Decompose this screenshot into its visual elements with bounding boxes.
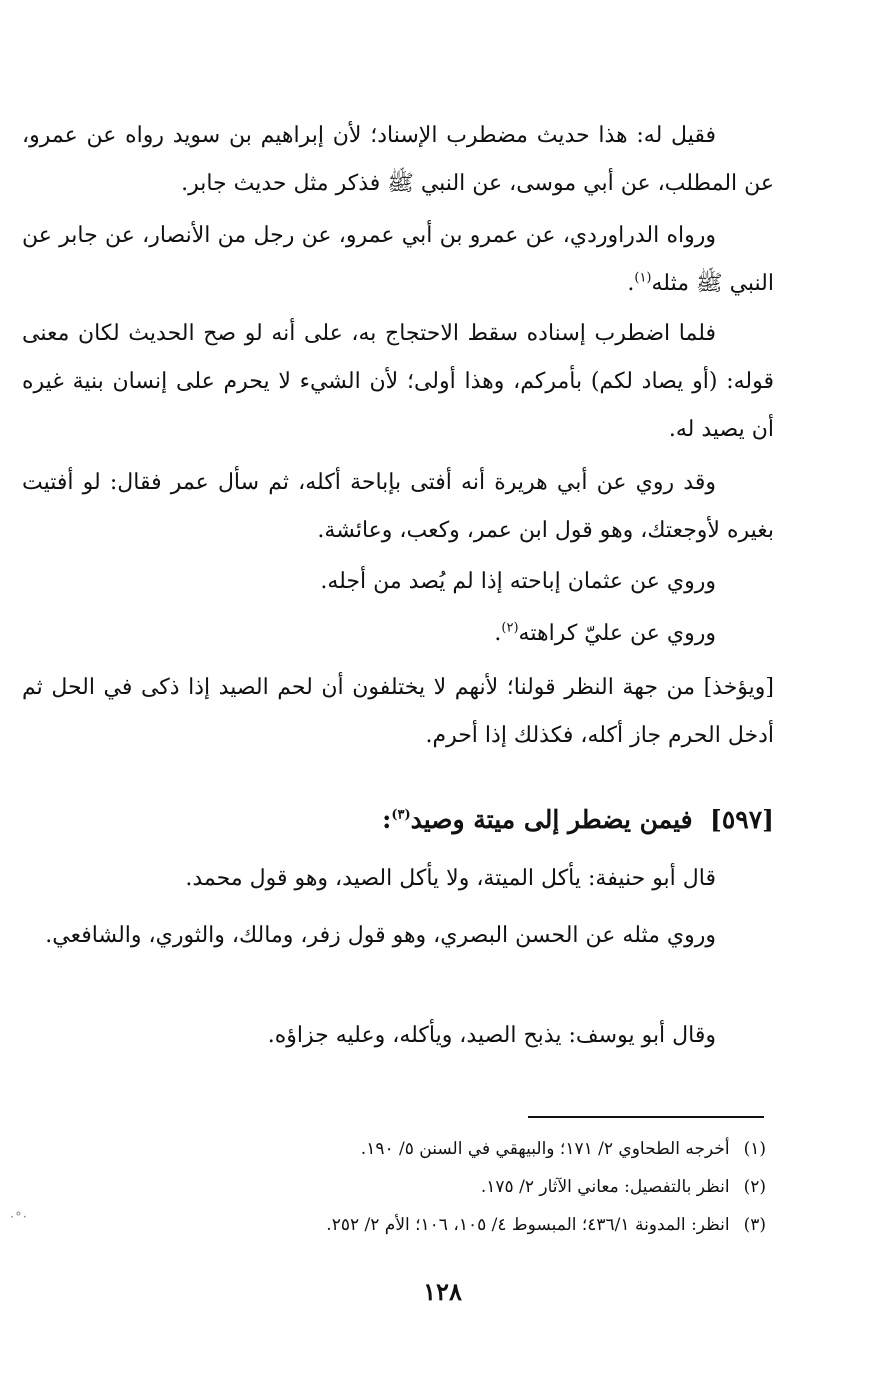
footnote-divider xyxy=(528,1116,764,1118)
paragraph-6: وروي عن عليّ كراهته$^{(٢)}$. xyxy=(494,620,716,646)
paragraph-4: وقد روي عن أبي هريرة أنه أفتى بإباحة أكله، ثم سأل عمر فقال: لو أفتيت بغيره لأوجعتك، وهو قول ابن عمر، وكعب، وعائشة. xyxy=(22,470,774,543)
footnote-text: انظر بالتفصيل: معاني الآثار ٢/ ١٧٥. xyxy=(480,1177,730,1197)
paragraph-1: فقيل له: هذا حديث مضطرب الإسناد؛ لأن إبراهيم بن سويد رواه عن عمرو، عن المطلب، عن أبي موسى، عن النبي ﷺ فذكر مثل حديث جابر. xyxy=(22,123,774,196)
library-stamp-mark: ·°· xyxy=(10,1210,28,1225)
footnote-ref-1[interactable]: (١) xyxy=(634,270,652,286)
footnote-number: (٣) xyxy=(743,1215,766,1235)
section-number: [٥٩٧] xyxy=(710,805,774,834)
paragraph-9: وروي مثله عن الحسن البصري، وهو قول زفر، ومالك، والثوري، والشافعي. xyxy=(45,923,716,948)
section-title: فيمن يضطر إلى ميتة وصيد xyxy=(410,805,693,834)
footnote-1 xyxy=(22,1134,766,1164)
footnote-2 xyxy=(22,1172,766,1202)
footnote-number: (١) xyxy=(743,1139,766,1159)
footnote-number: (٢) xyxy=(743,1177,766,1197)
footnote-3 xyxy=(22,1210,766,1240)
paragraph-3: فلما اضطرب إسناده سقط الاحتجاج به، على أنه لو صح الحديث لكان معنى قوله: (أو يصاد لكم) بأمركم، وهذا أولى؛ لأن الشيء لا يحرم على إنسان بنية غيره أن يصيد له. xyxy=(22,321,774,442)
paragraph-8: قال أبو حنيفة: يأكل الميتة، ولا يأكل الصيد، وهو قول محمد. xyxy=(185,866,716,891)
paragraph-2: ورواه الدراوردي، عن عمرو بن أبي عمرو، عن رجل من الأنصار، عن جابر عن النبي ﷺ مثله$^{(١)}$. xyxy=(22,223,774,296)
paragraph-5: وروي عن عثمان إباحته إذا لم يُصد من أجله. xyxy=(320,569,716,594)
paragraph-10: وقال أبو يوسف: يذبح الصيد، ويأكله، وعليه جزاؤه. xyxy=(267,1023,716,1048)
paragraph-7: [ويؤخذ] من جهة النظر قولنا؛ لأنهم لا يختلفون أن لحم الصيد إذا ذكى في الحل ثم أدخل الحرم جاز أكله، فكذلك إذا أحرم. xyxy=(22,675,774,748)
section-heading: [٥٩٧] فيمن يضطر إلى ميتة وصيد$^{(٣)}$: xyxy=(382,805,774,834)
footnote-text: أخرجه الطحاوي ٢/ ١٧١؛ والبيهقي في السنن ٥/ ١٩٠. xyxy=(360,1139,730,1159)
footnote-text: انظر: المدونة ٤٣٦/١؛ المبسوط ٤/ ١٠٥، ١٠٦؛ الأم ٢/ ٢٥٢. xyxy=(326,1215,730,1235)
footnote-ref-3[interactable]: (٣) xyxy=(391,807,411,823)
page-number: ١٢٨ xyxy=(423,1277,462,1306)
footnote-ref-2[interactable]: (٢) xyxy=(501,620,519,636)
